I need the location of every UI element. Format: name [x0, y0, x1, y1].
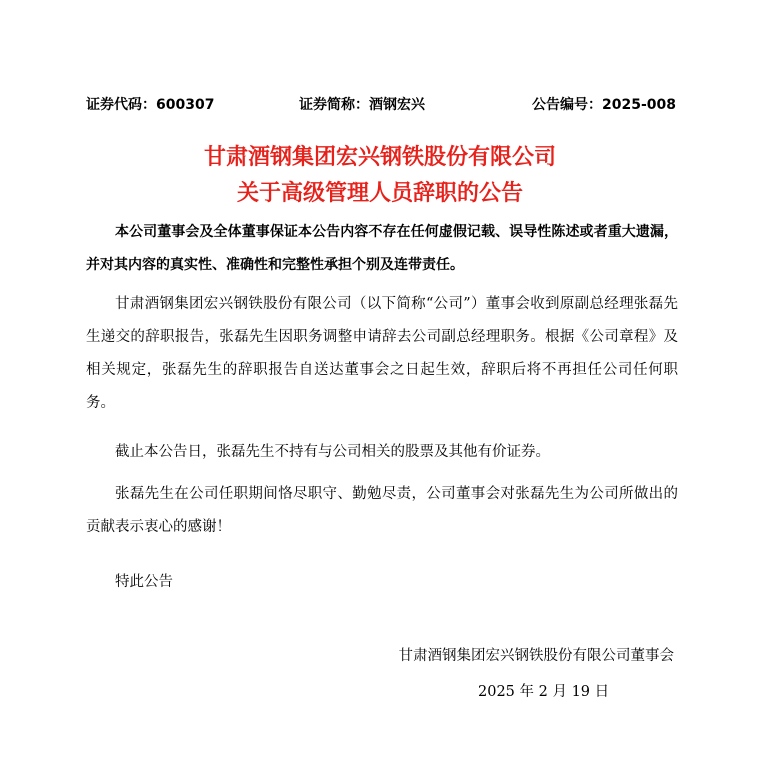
board-statement: 本公司董事会及全体董事保证本公告内容不存在任何虚假记载、误导性陈述或者重大遗漏，并对其内容的真实性、准确性和完整性承担个别及连带责任。 [86, 224, 678, 273]
body-paragraph-thanks: 张磊先生在公司任职期间恪尽职守、勤勉尽责，公司董事会对张磊先生为公司所做出的贡献表示衷心的感谢！ [86, 486, 678, 535]
stock-code: 证券代码：600307 [86, 97, 215, 113]
company-title: 甘肃酒钢集团宏兴钢铁股份有限公司 [203, 145, 556, 170]
body-paragraph-shares: 截止本公告日，张磊先生不持有与公司相关的股票及其他有价证券。 [115, 444, 550, 460]
signature-date: 2025 年 2 月 19 日 [478, 684, 610, 700]
stock-abbreviation: 证券简称：酒钢宏兴 [299, 97, 425, 113]
body-paragraph-resignation: 甘肃酒钢集团宏兴钢铁股份有限公司（以下简称“公司”）董事会收到原副总经理张磊先生递交的辞职报告，张磊先生因职务调整申请辞去公司副总经理职务。根据《公司章程》及相关规定，张磊先生的辞职报告自送达董事会之日起生效，辞职后将不再担任公司任何职务。 [86, 296, 678, 411]
announcement-title: 关于高级管理人员辞职的公告 [236, 181, 523, 206]
header-row [86, 94, 676, 116]
announcement-number: 公告编号：2025-008 [532, 97, 676, 113]
closing-remark: 特此公告 [115, 574, 173, 590]
signature-board: 甘肃酒钢集团宏兴钢铁股份有限公司董事会 [398, 648, 674, 664]
